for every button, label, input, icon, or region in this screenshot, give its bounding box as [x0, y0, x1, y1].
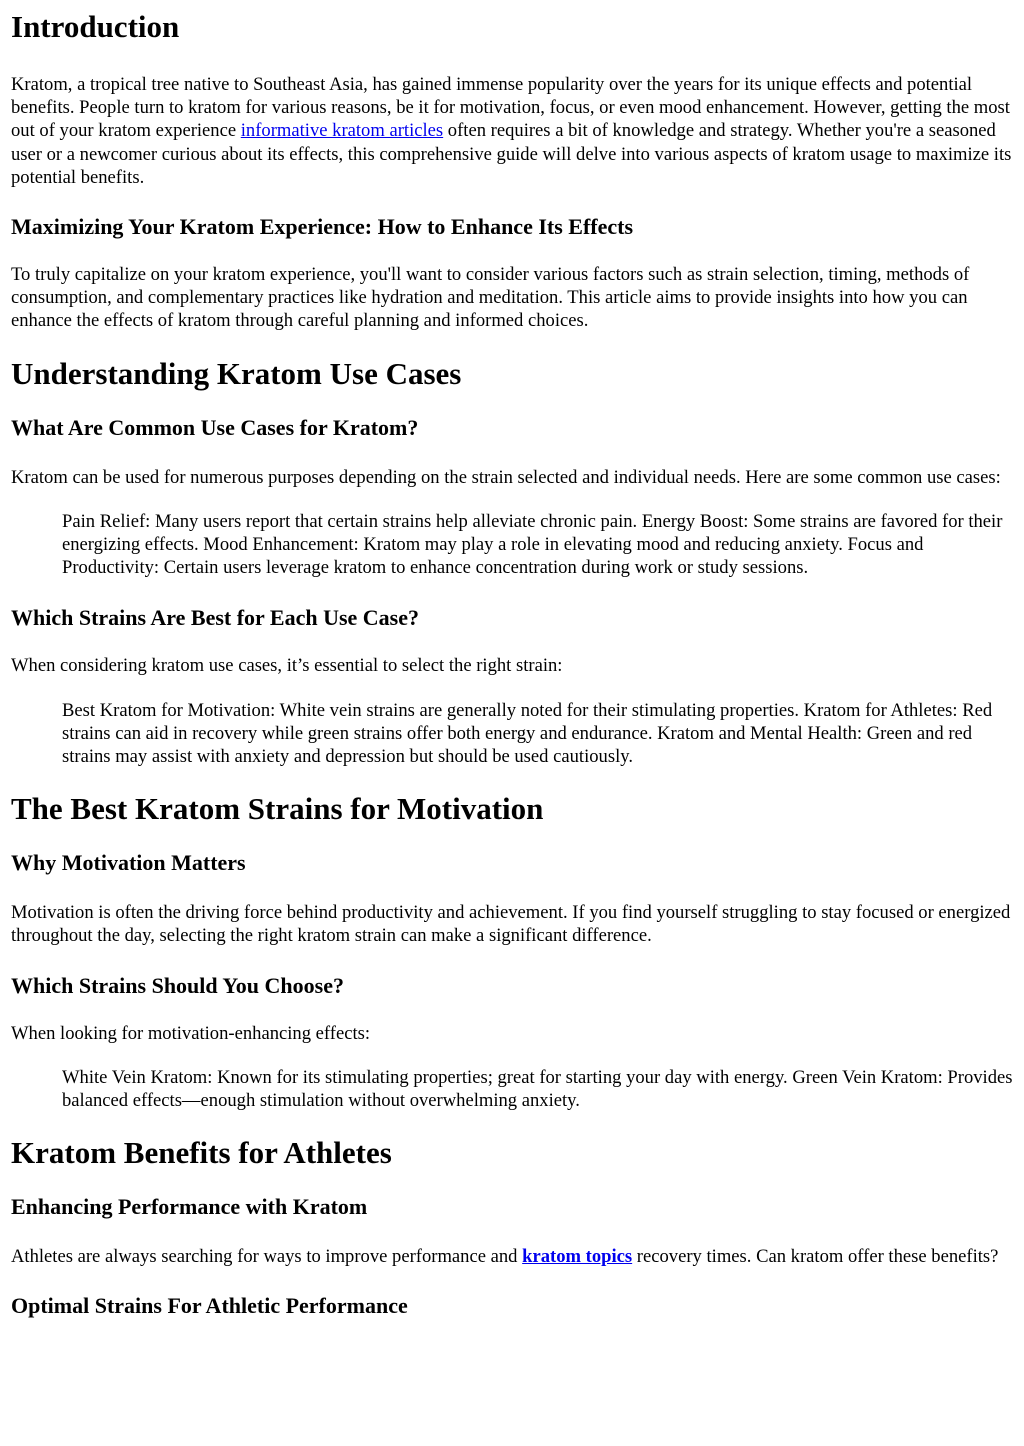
introduction-text-part1: Kratom, a tropical tree native to Southeast Asia, has gained immense popularity over the years for its unique effects and potential benefits. People turn to kratom for various reasons, be it for motivation, focus, or even mood enhancement. However, getting the most out of your kratom experience: [11, 74, 1010, 142]
choose-strains-quote: White Vein Kratom: Known for its stimulating properties; great for starting your day with energy. Green Vein Kratom: Provides balanced effects—enough stimulation without overwhelming anxiety.: [62, 1066, 1013, 1112]
maximizing-paragraph: To truly capitalize on your kratom experience, you'll want to consider various factors such as strain selection, timing, methods of consumption, and complementary practices like hydration and meditation. This article aims to provide insights into how you can enhance the effects of kratom through careful planning and informed choices.: [11, 264, 970, 332]
best-strains-heading: Which Strains Are Best for Each Use Case?: [11, 605, 420, 631]
best-strains-paragraph: When considering kratom use cases, it’s essential to select the right strain:: [11, 655, 563, 677]
maximizing-heading: Maximizing Your Kratom Experience: How to Enhance Its Effects: [11, 214, 634, 240]
enhancing-performance-heading: Enhancing Performance with Kratom: [11, 1194, 368, 1220]
enhancing-text-part1: Athletes are always searching for ways to improve performance and: [11, 1246, 523, 1268]
why-motivation-heading: Why Motivation Matters: [11, 850, 246, 876]
athletes-heading: Kratom Benefits for Athletes: [11, 1135, 392, 1171]
optimal-strains-heading: Optimal Strains For Athletic Performance: [11, 1293, 408, 1319]
enhancing-text-part2: recovery times. Can kratom offer these benefits?: [632, 1246, 999, 1268]
introduction-heading: Introduction: [11, 9, 180, 44]
introduction-text-part2: often requires a bit of knowledge and strategy. Whether you're a seasoned user or a newcomer curious about its effects, this comprehensive guide will delve into various aspects of kratom usage to maximize its potential benefits.: [11, 120, 1012, 188]
best-strains-quote: Best Kratom for Motivation: White vein strains are generally noted for their stimulating properties. Kratom for Athletes: Red strains can aid in recovery while green strains offer both energy and endurance. Kratom and Mental Health: Green and red strains may assist with anxiety and depression but should be used cautiously.: [62, 699, 993, 768]
common-use-cases-paragraph: Kratom can be used for numerous purposes depending on the strain selected and individual needs. Here are some common use cases:: [11, 466, 1001, 488]
kratom-topics-link[interactable]: kratom topics: [522, 1246, 633, 1268]
choose-strains-heading: Which Strains Should You Choose?: [11, 972, 344, 998]
common-use-cases-heading: What Are Common Use Cases for Kratom?: [11, 414, 419, 440]
article: [11, 0, 1014, 1319]
choose-strains-paragraph: When looking for motivation-enhancing effects:: [11, 1022, 371, 1044]
motivation-heading: The Best Kratom Strains for Motivation: [11, 791, 544, 827]
common-use-cases-quote: Pain Relief: Many users report that certain strains help alleviate chronic pain. Energy Boost: Some strains are favored for their energizing effects. Mood Enhancement: Kratom may play a role in elevating mood and reducing anxiety. Focus and Productivity: Certain users leverage kratom to enhance concentration during work or study sessions.: [62, 510, 1003, 579]
why-motivation-paragraph: Motivation is often the driving force behind productivity and achievement. If you find yourself struggling to stay focused or energized throughout the day, selecting the right kratom strain can make a significant difference.: [11, 902, 1011, 947]
enhancing-performance-paragraph: [11, 1245, 1014, 1268]
informative-kratom-articles-link[interactable]: informative kratom articles: [240, 120, 444, 142]
introduction-paragraph: [11, 73, 1014, 189]
use-cases-heading: Understanding Kratom Use Cases: [11, 355, 462, 391]
